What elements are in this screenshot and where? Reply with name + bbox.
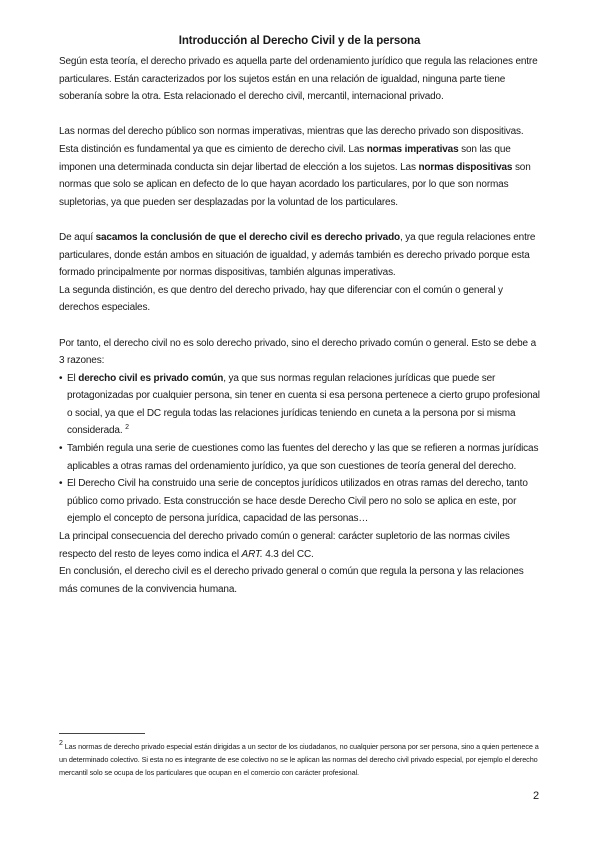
paragraph-conclusion-civil-private: De aquí sacamos la conclusión de que el derecho civil es derecho privado, ya que regula relaciones entre particulares, donde están ambos en situación de igualdad, y además también es derecho privado porque esta formado principalmente por normas dispositivas, también algunas imperativas.: [59, 231, 536, 279]
bullet-marker: •: [59, 443, 63, 455]
footnote: [59, 740, 547, 779]
bullet-marker: •: [59, 478, 63, 490]
article-reference: ART.: [241, 548, 263, 560]
reasons-list: [59, 370, 544, 528]
document-body: [59, 53, 544, 598]
list-item: • El Derecho Civil ha construido una serie de conceptos jurídicos utilizados en otras ramas del derecho, tanto público como privado. Esta construcción se hace desde Derecho Civil pero no solo se aplica en este, por ejemplo el concepto de persona jurídica, capacidad de las personas…: [59, 475, 544, 528]
paragraph-second-distinction: La segunda distinción, es que dentro del derecho privado, hay que diferenciar con el común o general y derechos especiales.: [59, 284, 503, 314]
footnote-divider: [59, 733, 145, 734]
paragraph-three-reasons: Por tanto, el derecho civil no es solo derecho privado, sino el derecho privado común o general. Esto se debe a 3 razones:: [59, 337, 536, 367]
list-item: • El derecho civil es privado común, ya que sus normas regulan relaciones jurídicas que puede ser protagonizadas por cualquier persona, sin tener en cuenta si esa persona pertenece a cierto grupo profesional o social, ya que el DC regula todas las relaciones jurídicas teniendo en cuneta a la persona por si misma considerada. $^2$: [59, 370, 544, 440]
footnote-reference[interactable]: 2: [125, 424, 129, 432]
list-item: • También regula una serie de cuestiones como las fuentes del derecho y las que se refieren a normas jurídicas aplicables a otras ramas del ordenamiento jurídico, ya que son cuestiones de teoría general del derecho.: [59, 440, 544, 475]
emphasis-conclusion: sacamos la conclusión de que el derecho civil es derecho privado: [95, 231, 401, 243]
footnote-number: 2: [59, 740, 63, 747]
term-dispositive-norms: normas dispositivas: [418, 161, 513, 173]
paragraph-final-conclusion: En conclusión, el derecho civil es el derecho privado general o común que regula la persona y las relaciones más comunes de la convivencia humana.: [59, 566, 524, 595]
page-title: Introducción al Derecho Civil y de la persona: [178, 35, 421, 47]
paragraph-private-law-theory: Según esta teoría, el derecho privado es aquella parte del ordenamiento jurídico que regula las relaciones entre particulares. Están caracterizados por los sujetos están en una relación de igualdad, ninguna parte tiene soberanía sobre la otra. Esta relacionado el derecho civil, mercantil, internacional privado.: [59, 56, 538, 103]
emphasis-common-private: derecho civil es privado común: [78, 372, 224, 384]
page-number: 2: [533, 790, 540, 802]
bullet-marker: •: [59, 372, 63, 384]
paragraph-imperative-dispositive: Las normas del derecho público son normas imperativas, mientras que las derecho privado son dispositivas. Esta distinción es fundamental ya que es cimiento de derecho civil. Las normas imperativas son las que imponen una determinada conducta sin dejar libertad de elección a los sujetos. Las normas dispositivas son normas que solo se aplican en defecto de lo que hayan acordado los particulares, por lo que son normas supletorias, ya que pueden ser desplazadas por la voluntad de los particulares.: [59, 126, 531, 208]
footnote-text: Las normas de derecho privado especial están dirigidas a un sector de los ciudadanos, no cualquier persona por ser persona, sino a quien pertenece a un determinado colectivo. Si esta no es integrante de ese colectivo no se le aplican las normas del derecho civil privado especial, por ejemplo el derecho mercantil solo se ocupa de los particulares que ocupan en el comercio con carácter profesional.: [59, 742, 539, 777]
paragraph-supletory: La principal consecuencia del derecho privado común o general: carácter supletorio de las normas civiles respecto del resto de leyes como indica el ART. 4.3 del CC.: [59, 531, 510, 560]
term-imperative-norms: normas imperativas: [366, 143, 459, 155]
